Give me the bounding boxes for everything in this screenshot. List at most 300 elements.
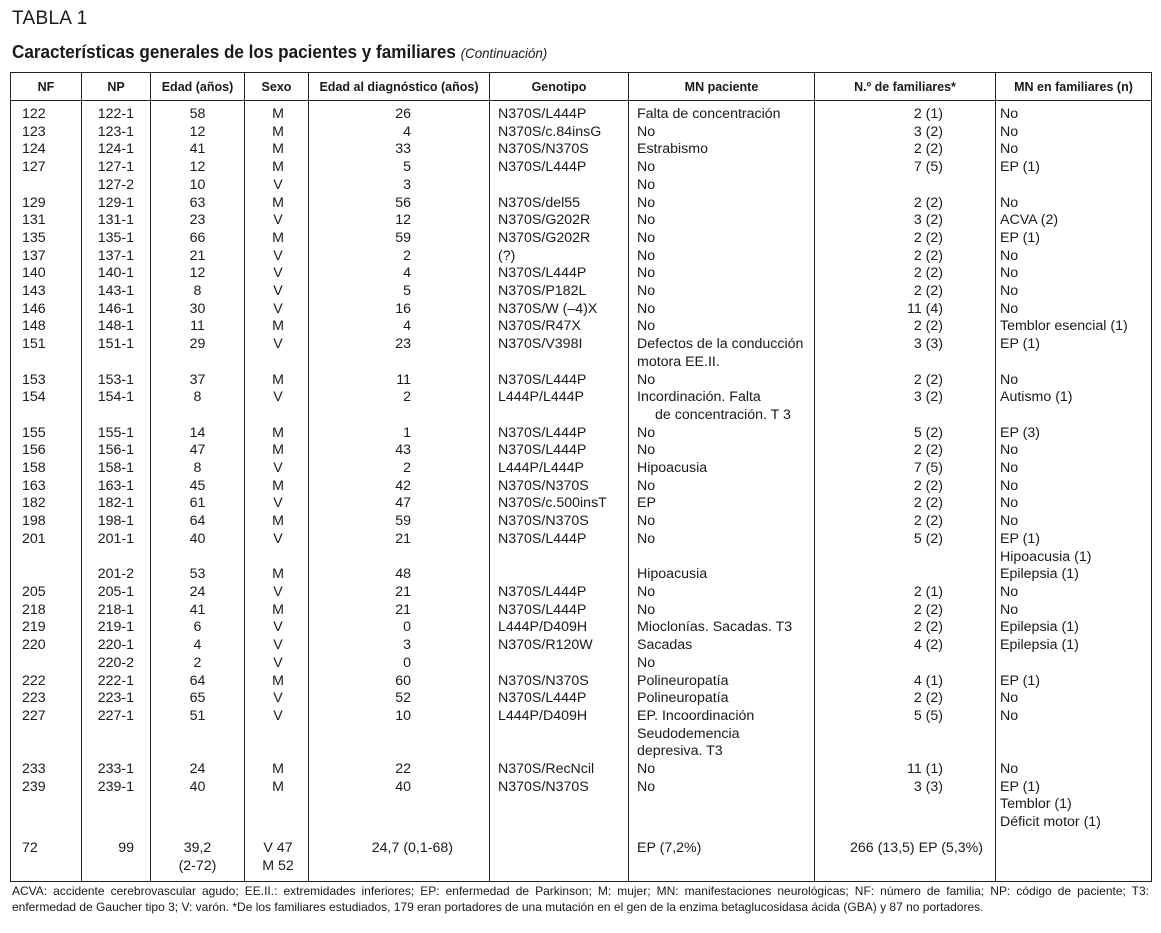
- cell-sexo: [245, 726, 309, 744]
- cell-sexo: V: [245, 531, 309, 549]
- cell-nf: [11, 407, 82, 425]
- cell-nf: 220: [11, 637, 82, 655]
- cell-familiares: 3 (2): [815, 124, 996, 142]
- cell-sexo: [245, 354, 309, 372]
- cell-genotipo: N370S/N370S: [490, 673, 629, 691]
- cell-edad: [151, 407, 245, 425]
- cell-familiares: [815, 177, 996, 195]
- cell-nf: [11, 832, 82, 882]
- total-value: 24,7 (0,1-68): [371, 839, 453, 856]
- cell-genotipo: N370S/L444P: [490, 531, 629, 549]
- cell-sexo: M: [245, 566, 309, 584]
- table-row: [11, 726, 1152, 744]
- cell-edad: 41: [151, 602, 245, 620]
- cell-mn-familiares: No: [996, 283, 1152, 301]
- cell-edad-diagnostico: [309, 832, 490, 882]
- cell-nf: 131: [11, 212, 82, 230]
- cell-mn-paciente: Hipoacusia: [629, 566, 815, 584]
- total-value: 39,2: [183, 839, 212, 856]
- cell-np: [82, 814, 151, 832]
- cell-np: 201-1: [82, 531, 151, 549]
- cell-familiares: [815, 743, 996, 761]
- cell-genotipo: N370S/L444P: [490, 690, 629, 708]
- cell-edad: 12: [151, 265, 245, 283]
- table-row: [11, 495, 1152, 513]
- cell-nf: 129: [11, 195, 82, 213]
- cell-edad-diagnostico: 1: [309, 425, 490, 443]
- cell-familiares: [815, 566, 996, 584]
- cell-sexo: M: [245, 513, 309, 531]
- table-row: [11, 265, 1152, 283]
- cell-familiares: 3 (2): [815, 212, 996, 230]
- table-row: [11, 513, 1152, 531]
- cell-np: 135-1: [82, 230, 151, 248]
- cell-np: [82, 832, 151, 882]
- cell-genotipo: L444P/L444P: [490, 460, 629, 478]
- total-value: 266 (13,5) EP (5,3%): [849, 839, 983, 856]
- cell-text: Seudodemencia: [637, 725, 740, 742]
- cell-mn-paciente: [629, 743, 815, 761]
- cell-mn-familiares: No: [996, 513, 1152, 531]
- table-row: [11, 549, 1152, 567]
- cell-edad: 4: [151, 637, 245, 655]
- table-row: [11, 584, 1152, 602]
- cell-genotipo: [490, 354, 629, 372]
- cell-genotipo: [490, 796, 629, 814]
- cell-mn-familiares: No: [996, 248, 1152, 266]
- cell-mn-paciente: No: [629, 318, 815, 336]
- cell-genotipo: N370S/L444P: [490, 442, 629, 460]
- cell-mn-paciente: Falta de concentración: [629, 101, 815, 124]
- cell-edad: [151, 796, 245, 814]
- cell-edad: [151, 743, 245, 761]
- table-row: [11, 743, 1152, 761]
- continuation-note: (Continuación): [460, 45, 548, 61]
- cell-genotipo: N370S/N370S: [490, 779, 629, 797]
- cell-mn-familiares: ACVA (2): [996, 212, 1152, 230]
- cell-mn-familiares: [996, 655, 1152, 673]
- cell-sexo: M: [245, 779, 309, 797]
- cell-genotipo: N370S/L444P: [490, 159, 629, 177]
- cell-edad: 66: [151, 230, 245, 248]
- cell-genotipo: N370S/R47X: [490, 318, 629, 336]
- cell-edad: 14: [151, 425, 245, 443]
- cell-sexo: V: [245, 389, 309, 407]
- cell-edad-diagnostico: 4: [309, 265, 490, 283]
- cell-mn-familiares: No: [996, 460, 1152, 478]
- cell-edad-diagnostico: [309, 549, 490, 567]
- cell-edad-diagnostico: 21: [309, 584, 490, 602]
- cell-sexo: M: [245, 230, 309, 248]
- cell-edad-diagnostico: 22: [309, 761, 490, 779]
- cell-edad-diagnostico: 48: [309, 566, 490, 584]
- cell-nf: 223: [11, 690, 82, 708]
- cell-edad-diagnostico: 23: [309, 336, 490, 354]
- cell-edad-diagnostico: 47: [309, 495, 490, 513]
- cell-familiares: 7 (5): [815, 159, 996, 177]
- cell-sexo: V: [245, 265, 309, 283]
- cell-familiares: 2 (2): [815, 690, 996, 708]
- cell-mn-familiares: Temblor esencial (1): [996, 318, 1152, 336]
- table-row: [11, 159, 1152, 177]
- table-row: [11, 655, 1152, 673]
- cell-familiares: 2 (2): [815, 372, 996, 390]
- cell-edad-diagnostico: 2: [309, 248, 490, 266]
- cell-genotipo: N370S/G202R: [490, 212, 629, 230]
- header-mn-familiares: MN en familiares (n): [996, 73, 1152, 101]
- cell-mn-paciente: [629, 796, 815, 814]
- cell-nf: 124: [11, 141, 82, 159]
- cell-edad: 65: [151, 690, 245, 708]
- cell-mn-paciente: No: [629, 779, 815, 797]
- cell-genotipo: N370S/L444P: [490, 602, 629, 620]
- cell-familiares: 4 (1): [815, 673, 996, 691]
- cell-np: 137-1: [82, 248, 151, 266]
- cell-mn-paciente: Hipoacusia: [629, 460, 815, 478]
- cell-mn-paciente: No: [629, 230, 815, 248]
- cell-nf: [11, 177, 82, 195]
- cell-mn-familiares: [996, 354, 1152, 372]
- cell-sexo: M: [245, 442, 309, 460]
- cell-np: 156-1: [82, 442, 151, 460]
- cell-mn-familiares: No: [996, 265, 1152, 283]
- cell-edad-diagnostico: 56: [309, 195, 490, 213]
- table-row: [11, 779, 1152, 797]
- cell-nf: 155: [11, 425, 82, 443]
- cell-familiares: [815, 407, 996, 425]
- cell-sexo: M: [245, 124, 309, 142]
- cell-familiares: 2 (2): [815, 195, 996, 213]
- cell-mn-familiares: Hipoacusia (1): [996, 549, 1152, 567]
- table-row: [11, 814, 1152, 832]
- cell-genotipo: [490, 743, 629, 761]
- cell-mn-familiares: No: [996, 761, 1152, 779]
- cell-familiares: 2 (2): [815, 495, 996, 513]
- table-row: [11, 124, 1152, 142]
- cell-mn-familiares: No: [996, 301, 1152, 319]
- cell-mn-paciente: [629, 549, 815, 567]
- cell-np: 218-1: [82, 602, 151, 620]
- cell-edad: 47: [151, 442, 245, 460]
- cell-edad: 23: [151, 212, 245, 230]
- cell-mn-paciente: Mioclonías. Sacadas. T3: [629, 619, 815, 637]
- cell-mn-familiares: No: [996, 101, 1152, 124]
- cell-mn-paciente: No: [629, 124, 815, 142]
- cell-np: 131-1: [82, 212, 151, 230]
- table-row: [11, 101, 1152, 124]
- cell-familiares: 2 (2): [815, 141, 996, 159]
- cell-np: 143-1: [82, 283, 151, 301]
- cell-familiares: 2 (2): [815, 442, 996, 460]
- cell-edad: 12: [151, 124, 245, 142]
- cell-edad-diagnostico: 33: [309, 141, 490, 159]
- cell-mn-paciente: Estrabismo: [629, 141, 815, 159]
- table-row: [11, 602, 1152, 620]
- cell-mn-paciente: No: [629, 425, 815, 443]
- cell-np: 127-2: [82, 177, 151, 195]
- cell-genotipo: N370S/del55: [490, 195, 629, 213]
- cell-mn-familiares: [996, 726, 1152, 744]
- cell-edad: 37: [151, 372, 245, 390]
- table-row: [11, 460, 1152, 478]
- table-label: TABLA 1: [12, 8, 88, 29]
- cell-familiares: 3 (3): [815, 779, 996, 797]
- cell-mn-paciente: [629, 407, 815, 425]
- cell-mn-familiares: [996, 177, 1152, 195]
- cell-familiares: [815, 832, 996, 882]
- cell-sexo: M: [245, 372, 309, 390]
- cell-np: 140-1: [82, 265, 151, 283]
- cell-nf: 127: [11, 159, 82, 177]
- cell-mn-paciente: No: [629, 478, 815, 496]
- cell-sexo: V: [245, 336, 309, 354]
- cell-edad-diagnostico: 11: [309, 372, 490, 390]
- cell-genotipo: N370S/L444P: [490, 101, 629, 124]
- cell-nf: 140: [11, 265, 82, 283]
- cell-nf: 158: [11, 460, 82, 478]
- cell-edad-diagnostico: 12: [309, 212, 490, 230]
- cell-nf: 148: [11, 318, 82, 336]
- cell-nf: [11, 726, 82, 744]
- cell-edad: 29: [151, 336, 245, 354]
- cell-sexo: [245, 743, 309, 761]
- cell-familiares: [815, 814, 996, 832]
- cell-mn-paciente: No: [629, 531, 815, 549]
- cell-sexo: V: [245, 212, 309, 230]
- cell-nf: 233: [11, 761, 82, 779]
- table-row: [11, 354, 1152, 372]
- table-row: [11, 230, 1152, 248]
- cell-np: 163-1: [82, 478, 151, 496]
- cell-genotipo: N370S/c.500insT: [490, 495, 629, 513]
- cell-nf: [11, 549, 82, 567]
- cell-genotipo: L444P/D409H: [490, 619, 629, 637]
- cell-np: 153-1: [82, 372, 151, 390]
- cell-mn-familiares: Epilepsia (1): [996, 619, 1152, 637]
- cell-np: 198-1: [82, 513, 151, 531]
- cell-mn-familiares: EP (3): [996, 425, 1152, 443]
- cell-genotipo: [490, 655, 629, 673]
- header-mn-paciente: MN paciente: [629, 73, 815, 101]
- table-row: [11, 372, 1152, 390]
- cell-familiares: 5 (2): [815, 531, 996, 549]
- cell-edad-diagnostico: 26: [309, 101, 490, 124]
- cell-mn-paciente: No: [629, 212, 815, 230]
- cell-edad-diagnostico: [309, 796, 490, 814]
- cell-np: [82, 354, 151, 372]
- cell-mn-paciente: No: [629, 584, 815, 602]
- cell-genotipo: N370S/P182L: [490, 283, 629, 301]
- cell-mn-familiares: Epilepsia (1): [996, 566, 1152, 584]
- cell-edad: 6: [151, 619, 245, 637]
- cell-edad-diagnostico: 10: [309, 708, 490, 726]
- cell-familiares: 4 (2): [815, 637, 996, 655]
- cell-familiares: 2 (2): [815, 283, 996, 301]
- table-row: [11, 248, 1152, 266]
- cell-sexo: V: [245, 301, 309, 319]
- cell-mn-familiares: Epilepsia (1): [996, 637, 1152, 655]
- total-value: 99: [118, 839, 134, 856]
- cell-edad: [151, 549, 245, 567]
- cell-edad: [151, 354, 245, 372]
- table-row: [11, 389, 1152, 407]
- cell-edad-diagnostico: 52: [309, 690, 490, 708]
- cell-np: [82, 549, 151, 567]
- cell-sexo: [245, 814, 309, 832]
- cell-np: 158-1: [82, 460, 151, 478]
- cell-sexo: M: [245, 761, 309, 779]
- cell-genotipo: N370S/W (–4)X: [490, 301, 629, 319]
- cell-sexo: V: [245, 690, 309, 708]
- cell-familiares: 2 (2): [815, 248, 996, 266]
- cell-edad-diagnostico: 40: [309, 779, 490, 797]
- cell-np: [82, 743, 151, 761]
- cell-mn-paciente: EP. Incoordinación: [629, 708, 815, 726]
- cell-mn-familiares: Autismo (1): [996, 389, 1152, 407]
- cell-mn-paciente: No: [629, 513, 815, 531]
- cell-edad-diagnostico: 59: [309, 230, 490, 248]
- cell-np: 148-1: [82, 318, 151, 336]
- cell-nf: 219: [11, 619, 82, 637]
- cell-edad: 8: [151, 283, 245, 301]
- cell-edad: 21: [151, 248, 245, 266]
- total-value: EP (7,2%): [637, 839, 702, 856]
- table-row: [11, 442, 1152, 460]
- cell-mn-paciente: No: [629, 372, 815, 390]
- table-row: [11, 708, 1152, 726]
- cell-mn-familiares: No: [996, 584, 1152, 602]
- patients-table: [10, 72, 1152, 882]
- cell-genotipo: N370S/N370S: [490, 141, 629, 159]
- cell-mn-paciente: No: [629, 283, 815, 301]
- cell-mn-paciente: [629, 832, 815, 882]
- cell-text: motora EE.II.: [637, 353, 720, 370]
- cell-nf: 151: [11, 336, 82, 354]
- table-row: [11, 318, 1152, 336]
- cell-edad-diagnostico: [309, 407, 490, 425]
- cell-sexo: M: [245, 318, 309, 336]
- table-row: [11, 301, 1152, 319]
- header-genotipo: Genotipo: [490, 73, 629, 101]
- cell-sexo: V: [245, 283, 309, 301]
- cell-mn-paciente: No: [629, 442, 815, 460]
- cell-edad-diagnostico: [309, 354, 490, 372]
- cell-mn-paciente: EP: [629, 495, 815, 513]
- cell-nf: 123: [11, 124, 82, 142]
- cell-sexo: [245, 407, 309, 425]
- table-row: [11, 796, 1152, 814]
- cell-familiares: 5 (5): [815, 708, 996, 726]
- cell-edad: 63: [151, 195, 245, 213]
- cell-nf: 218: [11, 602, 82, 620]
- table-row: [11, 177, 1152, 195]
- cell-genotipo: N370S/R120W: [490, 637, 629, 655]
- cell-familiares: 7 (5): [815, 460, 996, 478]
- cell-np: 155-1: [82, 425, 151, 443]
- cell-edad-diagnostico: [309, 743, 490, 761]
- cell-familiares: 2 (2): [815, 478, 996, 496]
- total-value: M 52: [262, 857, 294, 874]
- cell-genotipo: [490, 407, 629, 425]
- cell-edad: [151, 726, 245, 744]
- cell-nf: 198: [11, 513, 82, 531]
- cell-familiares: [815, 549, 996, 567]
- cell-edad-diagnostico: 21: [309, 531, 490, 549]
- cell-np: [82, 407, 151, 425]
- cell-familiares: 3 (2): [815, 389, 996, 407]
- cell-nf: 143: [11, 283, 82, 301]
- cell-mn-familiares: EP (1): [996, 531, 1152, 549]
- cell-edad-diagnostico: 0: [309, 619, 490, 637]
- totals-row: [11, 832, 1152, 882]
- cell-np: 146-1: [82, 301, 151, 319]
- cell-np: 223-1: [82, 690, 151, 708]
- table-row: [11, 566, 1152, 584]
- cell-nf: 163: [11, 478, 82, 496]
- cell-mn-familiares: EP (1): [996, 779, 1152, 797]
- cell-edad: 40: [151, 531, 245, 549]
- cell-genotipo: N370S/L444P: [490, 584, 629, 602]
- cell-nf: [11, 354, 82, 372]
- cell-nf: [11, 566, 82, 584]
- cell-sexo: [245, 796, 309, 814]
- header-edad: Edad (años): [151, 73, 245, 101]
- cell-familiares: 2 (2): [815, 619, 996, 637]
- cell-sexo: M: [245, 195, 309, 213]
- cell-edad: 8: [151, 389, 245, 407]
- cell-edad-diagnostico: 5: [309, 283, 490, 301]
- cell-np: 182-1: [82, 495, 151, 513]
- header-familiares: N.º de familiares*: [815, 73, 996, 101]
- cell-nf: 201: [11, 531, 82, 549]
- cell-nf: [11, 796, 82, 814]
- cell-mn-paciente: Defectos de la conducción: [629, 336, 815, 354]
- cell-genotipo: N370S/c.84insG: [490, 124, 629, 142]
- table-row: [11, 407, 1152, 425]
- cell-np: 122-1: [82, 101, 151, 124]
- cell-mn-paciente: No: [629, 265, 815, 283]
- cell-np: 129-1: [82, 195, 151, 213]
- cell-np: 154-1: [82, 389, 151, 407]
- cell-mn-paciente: [629, 814, 815, 832]
- cell-np: 220-1: [82, 637, 151, 655]
- table-row: [11, 336, 1152, 354]
- cell-np: 219-1: [82, 619, 151, 637]
- cell-sexo: V: [245, 637, 309, 655]
- cell-edad-diagnostico: 16: [309, 301, 490, 319]
- cell-text: depresiva. T3: [637, 743, 723, 760]
- cell-np: 123-1: [82, 124, 151, 142]
- cell-edad: 10: [151, 177, 245, 195]
- cell-edad-diagnostico: [309, 726, 490, 744]
- cell-genotipo: [490, 832, 629, 882]
- cell-edad-diagnostico: [309, 814, 490, 832]
- table-body: [11, 101, 1152, 882]
- cell-familiares: 2 (2): [815, 602, 996, 620]
- cell-nf: [11, 655, 82, 673]
- cell-mn-familiares: EP (1): [996, 673, 1152, 691]
- cell-familiares: [815, 655, 996, 673]
- cell-sexo: M: [245, 159, 309, 177]
- cell-genotipo: N370S/L444P: [490, 265, 629, 283]
- cell-sexo: [245, 832, 309, 882]
- cell-familiares: 11 (4): [815, 301, 996, 319]
- cell-nf: 227: [11, 708, 82, 726]
- cell-edad-diagnostico: 3: [309, 177, 490, 195]
- cell-edad: 64: [151, 513, 245, 531]
- cell-familiares: 2 (1): [815, 101, 996, 124]
- cell-genotipo: N370S/N370S: [490, 513, 629, 531]
